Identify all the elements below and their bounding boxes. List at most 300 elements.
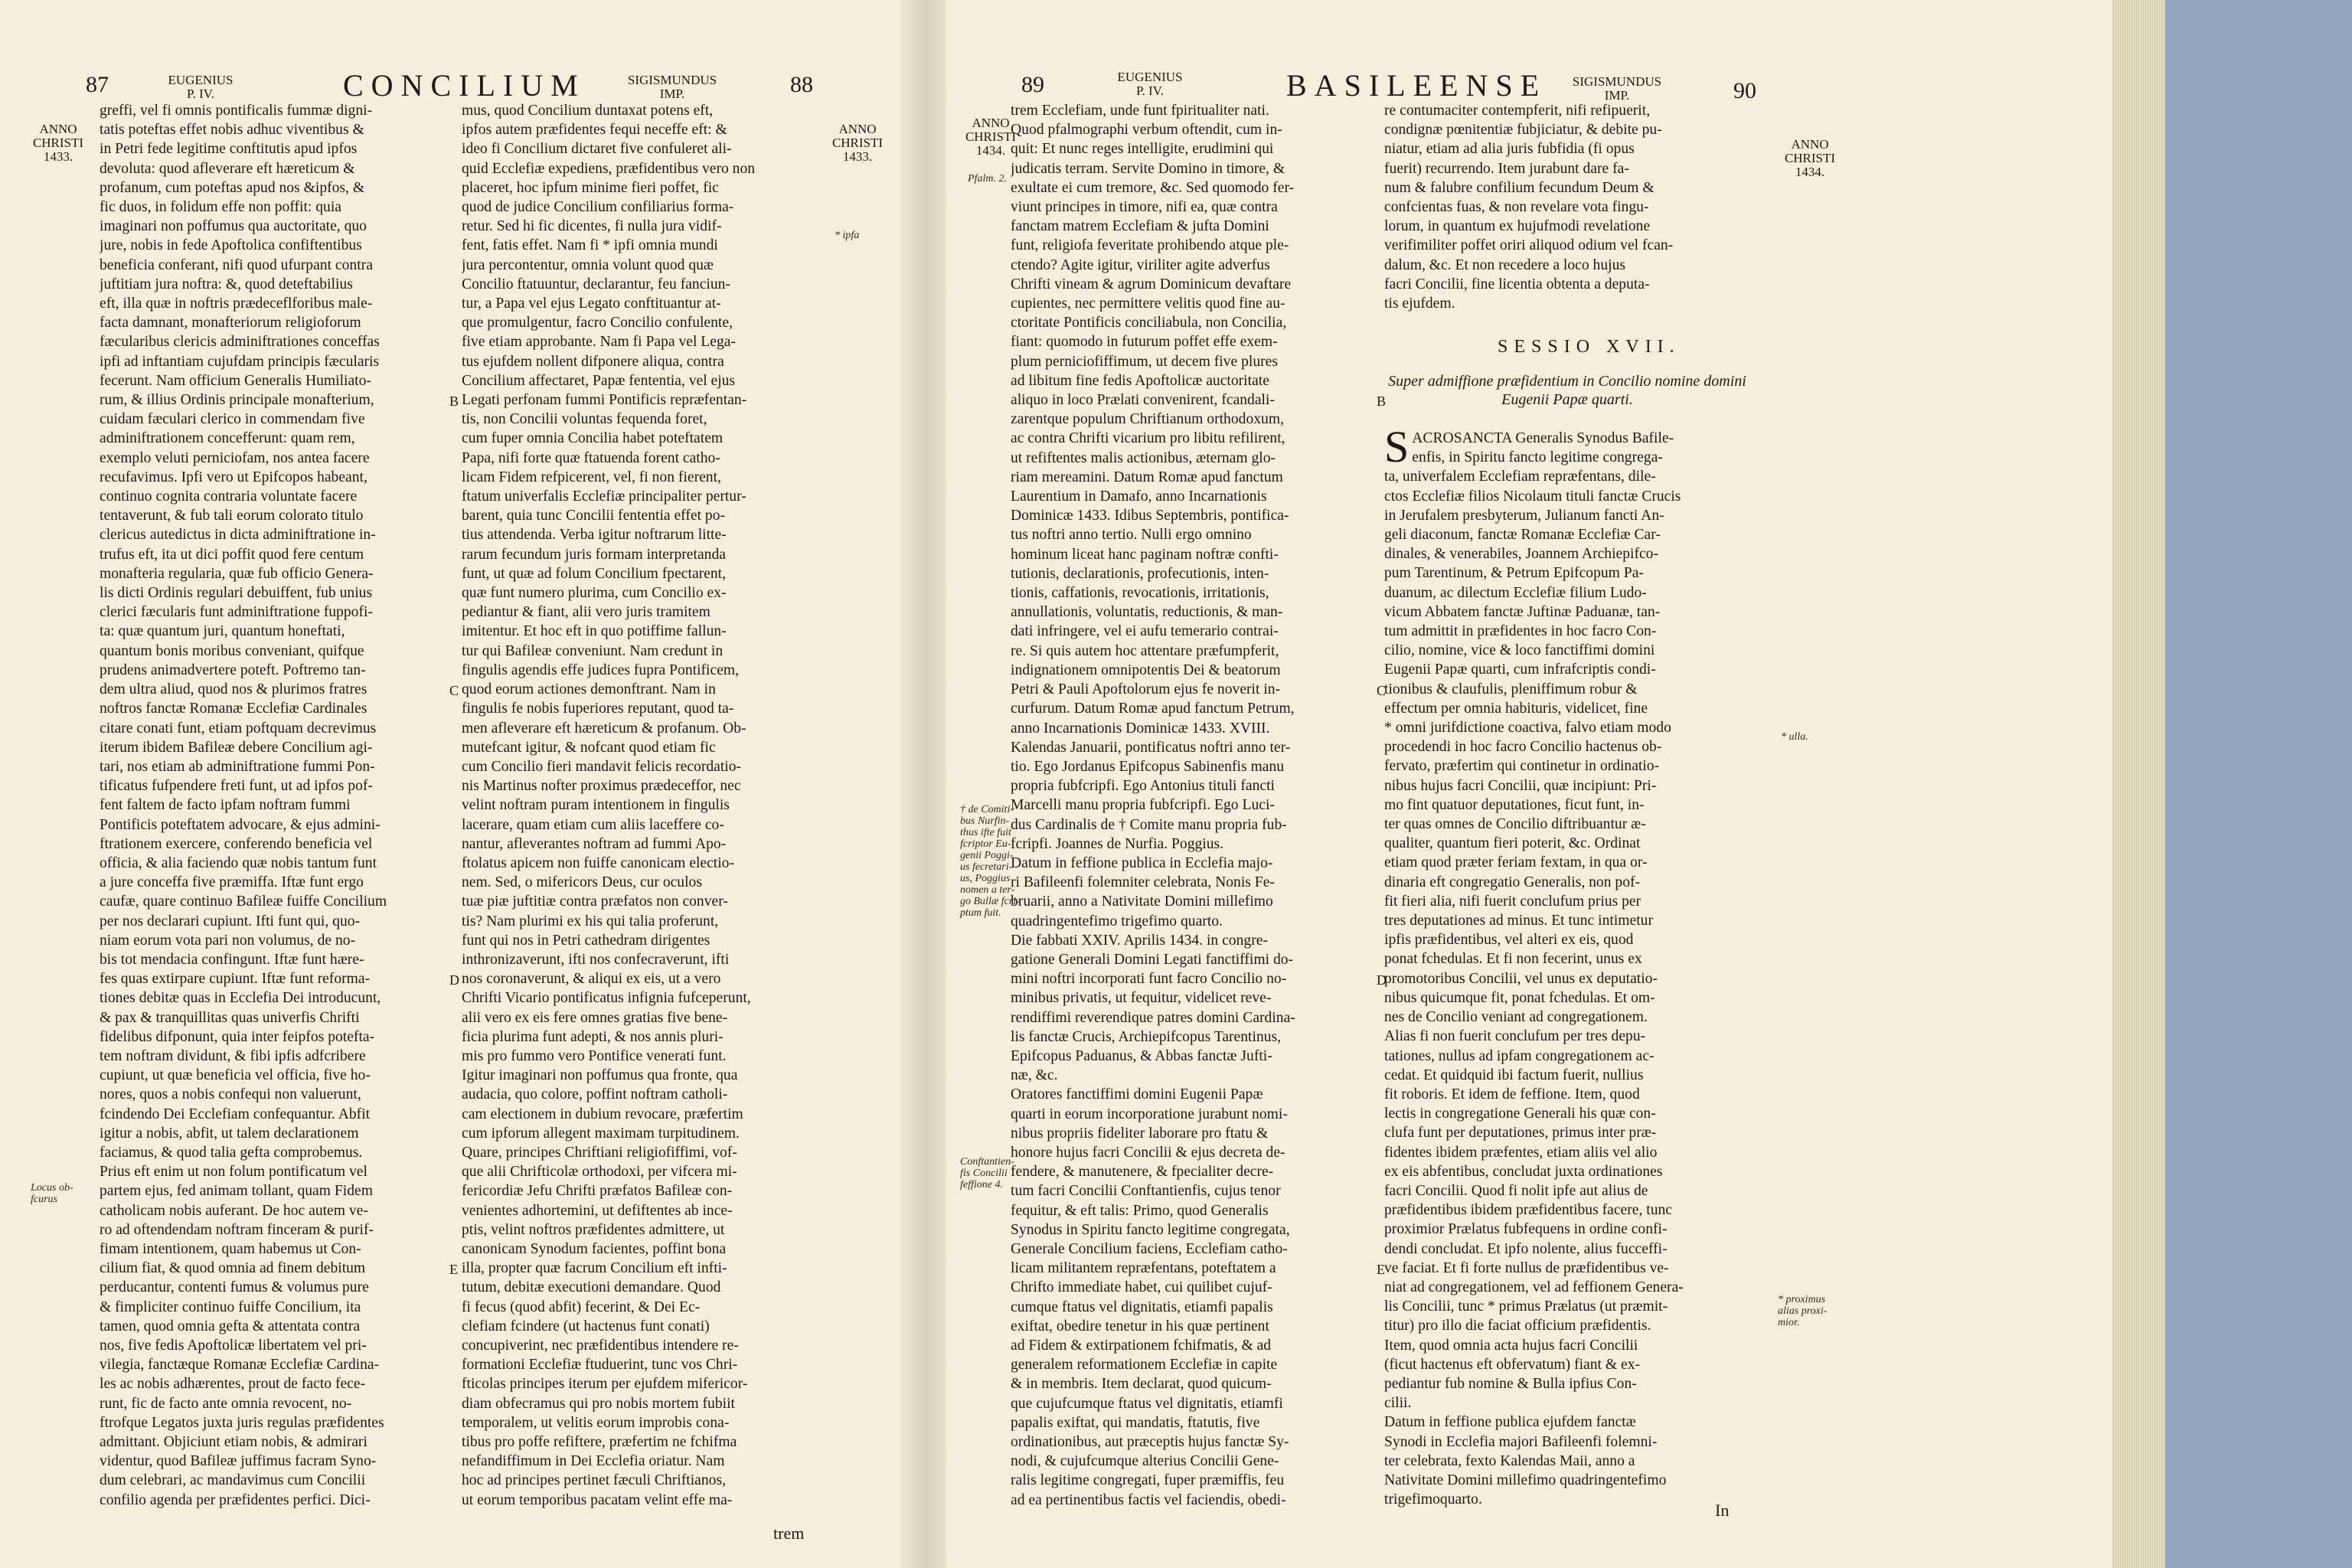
- text-line: nores, quos a nobis confequi non valuerunt,: [100, 1086, 361, 1103]
- text-line: ipfi ad inftantiam cujufdam principis fæcularis: [100, 353, 380, 370]
- text-line: tus ejufdem nollent difponere aliqua, contra: [462, 353, 724, 370]
- text-line: pum Tarentinum, & Petrum Epifcopum Pa-: [1384, 565, 1644, 582]
- text-line: fidelibus difponunt, quia inter feipfos potefta-: [100, 1028, 375, 1045]
- text-line: pediantur fub nomine & Bulla ipfius Con-: [1384, 1375, 1637, 1392]
- text-line: venientes adhortemini, ut defiftentes ab ince-: [462, 1202, 733, 1219]
- section-letter: B: [1377, 394, 1387, 409]
- session-subtitle: Super admiffione præfidentium in Concilio nomine domini Eugenii Papæ quarti.: [1388, 373, 1746, 408]
- text-line: ctoritate Pontificis conciliabula, non Concilia,: [1011, 315, 1287, 332]
- text-line: dem ultra aliud, quod nos & plurimos fratres: [100, 681, 368, 698]
- text-line: placeret, hoc ipfum minime fieri poffet, fic: [462, 179, 719, 196]
- text-line: ralis legitime congregati, fuper præmiffis, feu: [1011, 1472, 1285, 1489]
- text-line: (ficut hactenus eft obfervatum) fiant & ex-: [1384, 1356, 1641, 1373]
- text-line: tutum, debitæ executioni demandare. Quod: [462, 1279, 721, 1296]
- text-line: ponat fchedulas. Et fi non fecerint, unus ex: [1384, 951, 1642, 968]
- text-line: niat ad congregationem, vel ad feffionem Genera-: [1384, 1279, 1684, 1295]
- text-line: facta damnant, monafteriorum religioforum: [100, 315, 361, 332]
- text-line: faciamus, & quod talia gefta comprobemus.: [100, 1144, 363, 1161]
- text-line: fi fecus (quod abfit) fecerint, & Dei Ec-: [462, 1298, 701, 1315]
- text-line: jura percontentur, omnia volunt quod quæ: [462, 256, 714, 273]
- text-line: tionis, caffationis, revocationis, irritationis,: [1011, 585, 1269, 602]
- text-line: funt, religiofa feveritate prohibendo atque ple-: [1011, 237, 1289, 254]
- text-line: cam electionem in dubium revocare, præfertim: [462, 1106, 743, 1122]
- text-line: rarum fecundum juris formam interpretanda: [462, 546, 726, 563]
- text-line: ordinationibus, aut præceptis hujus fanctæ Sy-: [1011, 1434, 1289, 1451]
- text-line: Dominicæ 1433. Idibus Septembris, pontifica-: [1011, 508, 1289, 524]
- text-line: Igitur imaginari non poffumus qua fronte, qua: [462, 1067, 738, 1084]
- running-title-left: CONCILIUM: [343, 68, 586, 103]
- emperor-sub: IMP.: [659, 86, 685, 101]
- text-line: les ac nobis adhærentes, prout de facto fece-: [100, 1376, 366, 1393]
- text-line: fingulis fe nobis fuperiores reputant, quod ta-: [462, 701, 734, 717]
- text-line: caufæ, quare continuo Bafileæ fuiffe Concilium: [100, 893, 387, 910]
- emperor-name: SIGISMUNDUS: [627, 73, 717, 87]
- text-line: concupiverint, nec præfidentibus intendere re-: [462, 1338, 739, 1354]
- text-line: ipfos autem præfidentes fequi neceffe eft: &: [462, 122, 727, 139]
- margin-note: † de Comiti- bus Nurfin- thus ifte fuit fcriptor Eu- genii Poggi- us fecretari- us, Poggius nomen a ter- go Bullæ fcri- ptum fuit.: [960, 804, 1020, 919]
- text-line: ideo fi Concilium dictaret five confuleret ali-: [462, 141, 732, 158]
- text-line: niatur, etiam ad alia juris fubfidia (fi opus: [1384, 141, 1635, 158]
- text-line: nem. Sed, o mifericors Deus, cur oculos: [462, 874, 702, 891]
- text-line: velint noftram puram intentionem in fingulis: [462, 797, 730, 814]
- text-line: nodi, & cujufcumque alterius Concilii Gene-: [1011, 1453, 1279, 1470]
- text-line: quarti in eorum incorporatione jurabunt nomi-: [1011, 1106, 1288, 1122]
- text-line: ftrationem exercere, conferendo beneficia vel: [100, 835, 373, 852]
- text-line: runt, fic de facto ante omnia revocent, no-: [100, 1395, 352, 1412]
- text-line: anno Incarnationis Dominicæ 1433. XVIII.: [1011, 720, 1270, 737]
- text-column-a: [1011, 101, 1370, 1510]
- text-column-b-session: [1384, 422, 1750, 1509]
- section-letter: E: [1377, 1262, 1385, 1277]
- text-line: tum facri Concilii Conftantienfis, cujus tenor: [1011, 1183, 1281, 1200]
- session-title: SESSIO XVII.: [1498, 337, 1681, 357]
- text-line: facri Concilii. Quod fi nolit ipfe aut alius de: [1384, 1182, 1648, 1199]
- text-line: cupiunt, ut quæ beneficia vel officia, five ho-: [100, 1067, 371, 1084]
- text-line: tificatus fufpendere freti funt, ut ad ipfos pof-: [100, 778, 373, 795]
- text-line: noftros fanctæ Romanæ Ecclefiæ Cardinales: [100, 701, 368, 717]
- text-line: fæcularibus clericis adminiftrationes conceffas: [100, 334, 380, 351]
- text-line: ut eorum temporibus pacatam velint effe ma-: [462, 1491, 733, 1508]
- text-line: Concilium affectaret, Papæ fententia, vel ejus: [462, 372, 736, 389]
- text-line: lectis in congregatione Generali his quæ con-: [1384, 1106, 1656, 1122]
- text-line: lis Concilii, tunc * primus Prælatus (ut præmit-: [1384, 1298, 1668, 1315]
- text-line: fcripfi. Joannes de Nurfia. Poggius.: [1011, 835, 1224, 852]
- text-line: fent, fatis effet. Nam fi * ipfi omnia mundi: [462, 237, 718, 254]
- text-line: nibus hujus facri Concilii, quæ incipiunt: Pri-: [1384, 777, 1657, 794]
- text-line: cupientes, nec permittere velitis quod fine au-: [1011, 296, 1285, 312]
- text-line: tatis poteftas effet nobis adhuc viventibus &: [100, 122, 364, 139]
- text-line: Laurentium in Damafo, anno Incarnationis: [1011, 488, 1267, 505]
- page-number-right: 90: [1733, 78, 1756, 103]
- text-line: minibus privatis, ut fequitur, videlicet reve-: [1011, 990, 1272, 1007]
- text-line: ipfis præfidentibus, vel alteri ex eis, quod: [1384, 932, 1634, 949]
- text-line: cedat. Et quidquid ibi factum fuerit, nullius: [1384, 1067, 1644, 1083]
- text-line: Chrifto immediate habet, cui quilibet cujuf-: [1011, 1279, 1272, 1296]
- text-line: ACROSANCTA Generalis Synodus Bafile-: [1412, 430, 1674, 446]
- text-line: five etiam approbante. Nam fi Papa vel Lega-: [462, 334, 736, 351]
- text-line: fes quas extirpare cupiunt. Iftæ funt reforma-: [100, 971, 371, 988]
- pope-label: [162, 74, 239, 101]
- text-line: jure, nobis in fede Apoftolica confiftentibus: [100, 237, 362, 254]
- text-line: in Petri fede legitime conftitutis apud ipfos: [100, 141, 358, 158]
- text-line: admittant. Objiciunt etiam nobis, & admirari: [100, 1434, 368, 1451]
- text-line: cum fuper omnia Concilia habet poteftatem: [462, 430, 724, 447]
- margin-note: Locus ob- fcurus: [31, 1182, 74, 1205]
- catchword: In: [1715, 1501, 1730, 1520]
- text-line: tus noftri anno tertio. Nulli ergo omnino: [1011, 527, 1252, 544]
- text-line: num & falubre confilium fecundum Deum &: [1384, 179, 1655, 196]
- text-line: quadringentefimo trigefimo quarto.: [1011, 913, 1223, 929]
- text-line: cilii.: [1384, 1395, 1412, 1412]
- text-line: nos coronaverunt, & aliqui ex eis, ut a vero: [462, 971, 721, 988]
- text-line: cum ipforum allegent maximam turpitudinem.: [462, 1125, 740, 1142]
- text-line: ve faciat. Et fi forte nullus de præfidentibus ve-: [1384, 1259, 1669, 1276]
- text-line: nes de Concilio veniant ad congregationem.: [1384, 1009, 1648, 1026]
- section-letter: C: [449, 683, 459, 698]
- text-line: zarentque populum Chriftianum orthodoxum,: [1011, 411, 1284, 428]
- text-line: licam Fidem refpicerent, vel, fi non fierent,: [462, 469, 721, 485]
- text-line: tamen, quod omnia gefta & attentata contra: [100, 1318, 361, 1334]
- section-letter: D: [449, 972, 459, 988]
- page-number-right: 88: [790, 72, 813, 97]
- text-line: tres deputationes ad minus. Et tunc intimetur: [1384, 913, 1653, 929]
- text-line: tur qui Bafileæ conveniunt. Nam credunt in: [462, 642, 724, 659]
- text-line: Datum in feffione publica in Ecclefia majo-: [1011, 854, 1273, 871]
- section-letter: D: [1377, 972, 1387, 988]
- text-line: tutionis, declarationis, profecutionis, inten-: [1011, 565, 1269, 582]
- text-line: ctos Ecclefiæ filios Nicolaum tituli fanctæ Crucis: [1384, 488, 1681, 505]
- text-line: Legati perfonam fummi Pontificis repræfentan-: [462, 392, 747, 409]
- text-line: cum Concilio fieri mandavit felicis recordatio-: [462, 758, 742, 775]
- text-line: Petri & Pauli Apoftolorum ejus fe noverit in-: [1011, 681, 1281, 698]
- text-line: papalis exiftat, qui mandatis, ftatutis, five: [1011, 1414, 1260, 1431]
- text-line: funt qui nos in Petri cathedram dirigentes: [462, 932, 710, 949]
- text-line: lorum, in quantum ex hujufmodi revelatione: [1384, 218, 1651, 235]
- text-line: curfurum. Datum Romæ apud fanctum Petrum,: [1011, 701, 1295, 717]
- text-line: canonicam Synodum facientes, poffint bona: [462, 1240, 727, 1257]
- margin-note: * ulla.: [1781, 731, 1808, 743]
- text-line: funt, ut quæ ad folum Concilium fpectarent,: [462, 565, 726, 582]
- text-line: hoc ad principes pertinet fæculi Chriftianos,: [462, 1472, 726, 1489]
- text-line: fequitur, & eft talis: Primo, quod Generalis: [1011, 1202, 1269, 1219]
- text-line: tio. Ego Jordanus Epifcopus Sabinenfis manu: [1011, 758, 1284, 775]
- text-line: cumque ftatus vel dignitatis, etiamfi papalis: [1011, 1298, 1273, 1315]
- text-line: vilegia, fanctæque Romanæ Ecclefiæ Cardina-: [100, 1357, 380, 1374]
- text-line: dinaria eft congregatio Generalis, non pof-: [1384, 874, 1641, 890]
- section-letter: E: [449, 1262, 458, 1277]
- margin-note: * proximus alias proxi- mior.: [1778, 1294, 1828, 1328]
- text-line: & pax & tranquillitas quas univerfis Chrifti: [100, 1009, 360, 1026]
- text-line: officia, & alia faciendo quæ nobis tantum funt: [100, 854, 377, 871]
- pope-label: [1112, 70, 1188, 98]
- right-page: [946, 0, 2136, 1568]
- anno-christi-right: ANNO CHRISTI 1433.: [831, 122, 884, 164]
- text-line: re. Si quis autem hoc attentare præfumpferit,: [1011, 642, 1279, 659]
- page-edges: [2112, 0, 2165, 1568]
- text-line: ficia plurima funt adepti, & nos annis pluri-: [462, 1028, 724, 1045]
- text-line: confilio agenda per præfidentes perfici. Dici-: [100, 1491, 371, 1508]
- text-line: enfis, in Spiritu fancto legitime congrega-: [1412, 449, 1663, 466]
- text-line: Prius eft enim ut non folum pontificatum vel: [100, 1164, 368, 1181]
- pope-name: EUGENIUS: [168, 73, 234, 87]
- text-line: dum celebrari, ac mandavimus cum Concilii: [100, 1472, 366, 1489]
- text-line: tentaverunt, & fub tali eorum colorato titulo: [100, 508, 364, 524]
- text-line: clefiam fcindere (ut hactenus funt conati): [462, 1318, 710, 1334]
- text-line: Pontificis poteftatem advocare, & ejus admini-: [100, 816, 381, 833]
- text-line: titur) pro illo die faciat officium præfidentis.: [1384, 1318, 1651, 1334]
- text-line: prudens animadvertere poteft. Poftremo tan-: [100, 662, 366, 678]
- text-line: Concilio ftatuuntur, declarantur, feu fanciun-: [462, 276, 730, 292]
- text-line: condignæ pœnitentiæ fubjiciatur, & debite pu-: [1384, 122, 1662, 139]
- text-line: riam mereamini. Datum Romæ apud fanctum: [1011, 469, 1283, 485]
- emperor-label: [1563, 75, 1671, 103]
- text-line: Quod pfalmographi verbum oftendit, cum in-: [1011, 122, 1282, 139]
- text-line: qualiter, quantum fieri poterit, &c. Ordinat: [1384, 835, 1641, 852]
- pope-name: EUGENIUS: [1117, 70, 1183, 84]
- text-line: Alias fi non fuerit conclufum per tres depu-: [1384, 1028, 1646, 1045]
- text-line: dendi concludat. Et ipfo nolente, alius fucceffi-: [1384, 1240, 1668, 1257]
- text-line: hominum liceat hanc paginam noftræ confti-: [1011, 546, 1279, 563]
- text-line: temporalem, ut velitis eorum improbis cona-: [462, 1414, 730, 1431]
- text-line: nis Martinus nofter proximus prædeceffor, nec: [462, 778, 741, 795]
- text-line: a jure conceffa five præmiffa. Iftæ funt ergo: [100, 874, 364, 891]
- text-line: que promulgentur, facro Concilio confulente,: [462, 315, 733, 332]
- text-line: nibus quicumque fit, ponat fchedulas. Et om-: [1384, 989, 1655, 1006]
- text-line: mini noftri incorporati funt facro Concilio no-: [1011, 971, 1287, 988]
- text-line: adminiftrationem concefferunt: quam rem,: [100, 430, 355, 447]
- text-line: procedendi in hoc facro Concilio hactenus ob-: [1384, 739, 1662, 756]
- text-line: tibus pro poffe refiftere, præfertim ne fchifma: [462, 1434, 737, 1451]
- text-line: tationes, nullus ad ipfam congregationem ac-: [1384, 1047, 1655, 1064]
- text-line: Item, quod omnia acta hujus facri Concilii: [1384, 1337, 1638, 1354]
- pope-sub: P. IV.: [1135, 83, 1165, 98]
- text-line: Synodi in Ecclefia majori Bafileenfi folemni-: [1384, 1433, 1658, 1450]
- text-line: Marcelli manu propria fubfcripfi. Ego Luci-: [1011, 797, 1275, 814]
- text-line: Nativitate Domini millefimo quadringentefimo: [1384, 1472, 1667, 1488]
- text-line: ad ea pertinentibus factis vel faciendis, obedi-: [1011, 1491, 1286, 1508]
- text-line: fit roboris. Et idem de feffione. Item, quod: [1384, 1086, 1640, 1102]
- text-line: lis dicti Ordinis regulari debuiffent, fub unius: [100, 585, 373, 602]
- text-line: Eugenii Papæ quarti, cum infrafcriptis condi-: [1384, 662, 1656, 678]
- text-line: tionibus & claufulis, pleniffimum robur &: [1384, 681, 1638, 697]
- text-line: mutefcant igitur, & nofcant quod etiam fic: [462, 739, 716, 756]
- text-line: fuerit) recurrendo. Item jurabunt dare fa-: [1384, 160, 1629, 177]
- text-line: næ, &c.: [1011, 1067, 1058, 1084]
- anno-christi-left: ANNO CHRISTI 1434.: [965, 116, 1017, 158]
- text-line: confcientas fuas, & non revelare vota fingu-: [1384, 199, 1649, 216]
- text-line: Oratores fanctiffimi domini Eugenii Papæ: [1011, 1086, 1263, 1103]
- page-number-left: 89: [1021, 72, 1044, 97]
- catchword: trem: [773, 1524, 805, 1543]
- text-line: duanum, ac dilectum Ecclefiæ filium Ludo-: [1384, 584, 1647, 601]
- text-line: ta: quæ quantum juri, quantum honeftati,: [100, 623, 345, 640]
- text-line: fidentes ibidem præfentes, etiam aliis vel alio: [1384, 1144, 1658, 1161]
- text-line: Synodus in Spiritu fancto legitime congregata,: [1011, 1221, 1290, 1238]
- text-line: trem Ecclefiam, unde funt fpiritualiter nati.: [1011, 103, 1269, 119]
- text-line: cilio, nomine, vice & loco fanctiffimi domini: [1384, 642, 1655, 659]
- text-line: dati infringere, vel ei aufu temerario contrai-: [1011, 623, 1279, 640]
- text-line: tius attendenda. Verba igitur noftrarum litte-: [462, 527, 727, 544]
- text-line: & in membris. Item declarat, quod quicum-: [1011, 1376, 1272, 1393]
- text-line: quod de judice Concilium confiliarius forma-: [462, 199, 734, 216]
- emperor-label: [619, 74, 726, 101]
- text-line: in Jerufalem presbyterum, Julianum fancti An-: [1384, 507, 1664, 524]
- text-line: illa, propter quæ facrum Concilium eft infti-: [462, 1260, 727, 1277]
- emperor-name: SIGISMUNDUS: [1572, 74, 1662, 89]
- text-line: tur, a Papa vel ejus Legato conftituantur at-: [462, 296, 721, 312]
- text-line: & fimpliciter continuo fuiffe Concilium, ita: [100, 1298, 361, 1315]
- text-line: re contumaciter contempferit, nifi refipuerit,: [1384, 103, 1651, 119]
- text-line: que alii Chrifticolæ orthodoxi, per vifcera mi-: [462, 1164, 737, 1181]
- text-line: fingulis agendis effe judices fupra Pontificem,: [462, 662, 740, 678]
- text-line: que cujufcumque ftatus vel dignitatis, etiamfi: [1011, 1395, 1283, 1412]
- text-column-a: [100, 101, 452, 1510]
- text-line: dus Cardinalis de † Comite manu propria fub-: [1011, 816, 1287, 833]
- text-column-b-top: [1384, 101, 1750, 313]
- text-line: tis, non Concilii voluntas fequenda foret,: [462, 411, 707, 428]
- text-line: exemplo veluti perniciofam, nos antea facere: [100, 449, 370, 466]
- text-line: Papa, nifi forte quæ ftatuenda forent catho-: [462, 449, 720, 466]
- text-line: etiam quod præter feriam fextam, in qua or-: [1384, 854, 1648, 871]
- text-line: Datum in feffione publica ejufdem fanctæ: [1384, 1414, 1636, 1431]
- text-line: Die fabbati XXIV. Aprilis 1434. in congre-: [1011, 932, 1268, 949]
- text-line: ftrofque Legatos juxta juris regulas præfidentes: [100, 1414, 384, 1431]
- text-line: tiones debitæ quas in Ecclefia Dei introducunt,: [100, 990, 381, 1007]
- text-line: aliquo in loco Prælati convenirent, fcandali-: [1011, 392, 1275, 409]
- text-line: alii vero ex eis fere omnes gratias five bene-: [462, 1009, 728, 1026]
- text-line: honore hujus facri Concilii & ejus decreta de-: [1011, 1144, 1285, 1161]
- text-line: clerici fæcularis funt adminiftratione fuppofi-: [100, 604, 373, 621]
- text-line: beneficia conferant, nifi quod ufurpant contra: [100, 256, 373, 273]
- text-line: tuæ piæ juftitiæ contra præfatos non conver-: [462, 893, 728, 910]
- text-line: quod eorum actiones demonftrant. Nam in: [462, 681, 716, 698]
- text-line: cuidam fæculari clerico in commendam five: [100, 411, 365, 428]
- text-line: partem ejus, fed animam tollant, quam Fidem: [100, 1183, 373, 1200]
- text-line: per nos declarari cupiunt. Ifti funt qui, quo-: [100, 913, 361, 929]
- text-line: tum admittit in præfidentes in hoc facro Con-: [1384, 623, 1657, 640]
- text-line: præfidentibus ibidem præfidentibus facere, tunc: [1384, 1202, 1672, 1219]
- text-line: gatione Generali Domini Legati fanctiffimi do-: [1011, 951, 1294, 968]
- text-line: fervato, præfertim qui continetur in ordinatio-: [1384, 758, 1660, 775]
- text-line: imitentur. Et hoc eft in quo potiffime fallun-: [462, 623, 727, 640]
- text-line: ftatum univerfalis Ecclefiæ principaliter pertur-: [462, 488, 746, 505]
- text-line: bruarii, anno a Nativitate Domini millefimo: [1011, 893, 1273, 910]
- text-line: trufus eft, ita ut dici poffit quod fere centum: [100, 546, 364, 563]
- text-line: Chrifti vineam & agrum Dominicum devaftare: [1011, 276, 1292, 292]
- text-line: ter quas omnes de Concilio diftribuantur æ-: [1384, 816, 1646, 833]
- text-line: videntur, quod Bafileæ juffimus facram Syno-: [100, 1453, 377, 1470]
- text-line: tem noftram dividunt, & fibi ipfis adfcribere: [100, 1047, 366, 1064]
- text-line: clericus autedictus in dicta adminiftratione in-: [100, 527, 376, 544]
- text-line: geli diaconum, fanctæ Romanæ Ecclefiæ Car-: [1384, 527, 1661, 544]
- text-line: formationi Ecclefiæ ftuduerint, tunc vos Chri-: [462, 1357, 738, 1374]
- text-line: fiant: quomodo in futurum poffet effe exem-: [1011, 334, 1278, 351]
- text-line: quit: Et nunc reges intelligite, erudimini qui: [1011, 141, 1274, 158]
- running-title-right: BASILEENSE: [1286, 68, 1547, 103]
- text-line: effectum per omnia habituris, videlicet, fine: [1384, 700, 1648, 717]
- pope-sub: P. IV.: [186, 86, 215, 101]
- text-line: imaginari non poffumus qua auctoritate, quo: [100, 218, 367, 235]
- text-line: tis? Nam plurimi ex his qui talia proferunt,: [462, 913, 719, 929]
- text-line: fecerunt. Nam officium Generalis Humiliato-: [100, 372, 371, 389]
- text-line: trigefimoquarto.: [1384, 1491, 1482, 1508]
- text-line: greffi, vel fi omnis pontificalis fummæ digni-: [100, 103, 373, 119]
- text-line: tari, nos etiam ab adminiftratione fummi Pon-: [100, 758, 375, 775]
- text-column-b: [462, 101, 828, 1510]
- text-line: viunt principes in timore, nifi ea, quæ contra: [1011, 199, 1278, 216]
- text-line: catholicam nobis auferant. De hoc autem ve-: [100, 1202, 368, 1219]
- text-line: propria fubfcripfi. Ego Antonius tituli fancti: [1011, 778, 1275, 795]
- margin-note: Conftantien- fis Concilii feffione 4.: [960, 1156, 1014, 1191]
- text-line: eft, illa quæ in noftris prædeceflforibus male-: [100, 296, 373, 312]
- text-line: fticolas principes iterum per ejufdem mifericor-: [462, 1376, 748, 1393]
- text-line: dinales, & venerabiles, Joannem Archiepifco-: [1384, 546, 1659, 563]
- text-line: recufavimus. Ipfi vero ut Epifcopos habeant,: [100, 469, 368, 485]
- text-line: ctendo? Agite igitur, viriliter agite adverfus: [1011, 256, 1270, 273]
- text-line: nantur, afleverantes noftram ad fummi Apo-: [462, 835, 727, 852]
- text-line: devoluta: quod afleverare eft hæreticum &: [100, 160, 355, 177]
- text-line: quantum bonis moribus conveniant, quifque: [100, 642, 364, 659]
- anno-christi-left: ANNO CHRISTI 1433.: [32, 122, 84, 164]
- text-line: tis ejufdem.: [1384, 296, 1455, 312]
- text-line: indignationem omnipotentis Dei & beatorum: [1011, 662, 1281, 678]
- text-line: monafteria regularia, quæ fub officio Genera-: [100, 565, 374, 582]
- text-line: rum, & illius Ordinis principale monafterium,: [100, 392, 374, 409]
- anno-christi-right: ANNO CHRISTI 1434.: [1784, 137, 1836, 179]
- text-line: exultate ei cum tremore, &c. Sed quomodo fer-: [1011, 179, 1295, 196]
- text-line: * omni jurifdictione coactiva, falvo etiam modo: [1384, 720, 1671, 737]
- text-line: cilium fiat, & quod omnia ad finem debitum: [100, 1260, 366, 1277]
- text-line: quæ funt numero plurima, cum Concilio ex-: [462, 585, 727, 602]
- text-line: fic duos, in folidum effe non poffit: quia: [100, 199, 341, 216]
- text-line: nos, five fedis Apoftolicæ libertatem vel pri-: [100, 1338, 367, 1354]
- text-line: men afleverare eft hæreticum & profanum. Ob-: [462, 720, 746, 737]
- background: [2159, 0, 2352, 1568]
- text-line: clufa funt per deputationes, primus inter præ-: [1384, 1125, 1657, 1142]
- text-line: fendere, & manutenere, & fpecialiter decre-: [1011, 1164, 1274, 1181]
- text-line: fanctam matrem Ecclefiam & jufta Domini: [1011, 218, 1269, 235]
- text-line: quid Ecclefiæ expediens, præfidentibus vero non: [462, 160, 756, 177]
- text-line: profanum, cum poteftas apud nos &ipfos, &: [100, 179, 365, 196]
- text-line: fit fieri alia, nifi fuerit conclufum prius per: [1384, 893, 1642, 910]
- text-line: rendiffimi reverendique patres domini Cardina-: [1011, 1009, 1295, 1026]
- text-line: dalum, &c. Et non recedere a loco hujus: [1384, 256, 1626, 273]
- text-line: niam eorum vota pari non volumus, de no-: [100, 932, 356, 949]
- text-line: ac contra Chrifti vicarium pro libitu refilirent,: [1011, 430, 1285, 447]
- text-line: fericordiæ Jefu Chrifti præfatos Bafileæ con-: [462, 1183, 733, 1200]
- text-line: fimam intentionem, quam habemus ut Con-: [100, 1240, 361, 1257]
- text-line: licam militantem repræfentans, poteftatem a: [1011, 1260, 1276, 1277]
- text-line: citare conati funt, etiam poftquam decrevimus: [100, 720, 377, 737]
- text-line: ro ad oftendendam noftram finceram & purif-: [100, 1221, 374, 1238]
- text-line: lis fanctæ Crucis, Archiepifcopus Tarentinus,: [1011, 1028, 1282, 1045]
- text-line: exiftat, obedire tenetur in his quæ pertinent: [1011, 1318, 1269, 1334]
- text-line: barent, quia tunc Concilii fententia effet po-: [462, 508, 726, 524]
- text-line: ad libitum fine fedis Apoftolicæ auctoritate: [1011, 372, 1269, 389]
- margin-note: * ipfa: [835, 230, 860, 241]
- text-line: judicatis terram. Servite Domino in timore, &: [1011, 160, 1285, 177]
- text-line: Epifcopus Paduanus, & Abbas fanctæ Jufti-: [1011, 1047, 1272, 1064]
- text-line: Quare, principes Chriftiani religiofiffimi, vof-: [462, 1144, 737, 1161]
- text-line: proximior Prælatus fubfequens in ordine confi-: [1384, 1221, 1668, 1238]
- drop-capital: S: [1384, 422, 1410, 472]
- text-line: ptis, velint noftros præfidentes admittere, ut: [462, 1221, 725, 1238]
- text-line: pediantur & fiant, alii vero juris tramitem: [462, 604, 710, 621]
- text-line: mo fint quatuor deputationes, ficut funt, in-: [1384, 796, 1645, 813]
- text-line: juftitiam jura noftra: &, quod deteftabilius: [100, 276, 353, 292]
- text-line: Kalendas Januarii, pontificatus noftri anno ter-: [1011, 739, 1291, 756]
- text-line: ri Bafileenfi folemniter celebrata, Nonis Fe-: [1011, 874, 1275, 891]
